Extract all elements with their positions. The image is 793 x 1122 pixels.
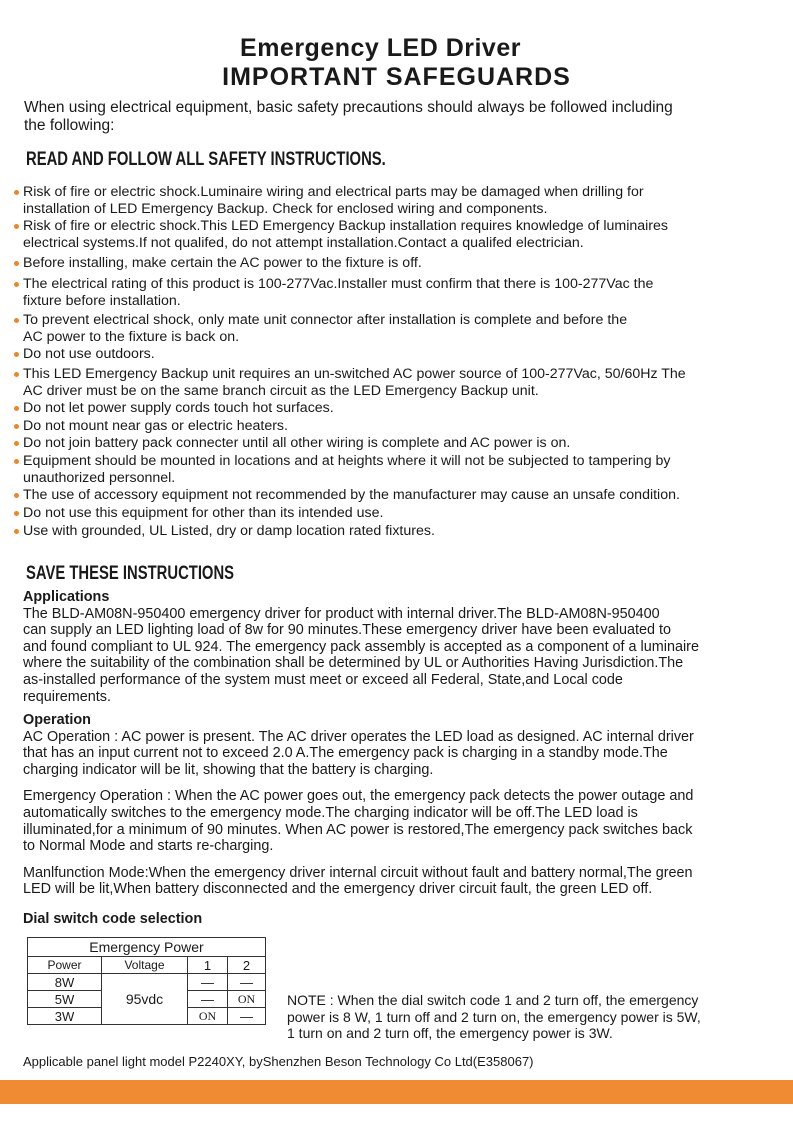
bullet-text: Risk of fire or electric shock.This LED Emergency Backup installation requires knowledge of luminaires electrical systems.If not qualifed, do not attempt installation.Contact a qualifed electrician. — [23, 218, 669, 251]
voltage-cell: 95vdc — [102, 974, 188, 1025]
bullet-text: Before installing, make certain the AC power to the fixture is off. — [23, 255, 422, 272]
bullet-dot-icon — [14, 318, 19, 323]
title-line-1: Emergency LED Driver — [240, 34, 521, 62]
bullet-item — [14, 435, 779, 452]
bullet-text: The electrical rating of this product is 100-277Vac.Installer must confirm that there is 100-277Vac the fixture before installation. — [23, 275, 654, 309]
switch-1-cell: ON — [188, 1008, 228, 1025]
malfunction-mode-text: Manlfunction Mode:When the emergency driver internal circuit without fault and battery normal,The green LED will be lit,When battery disconnected and the emergency driver circuit fault, the green LED off. — [23, 864, 693, 898]
bullet-dot-icon — [14, 511, 19, 516]
bullet-text: Do not let power supply cords touch hot surfaces. — [23, 400, 334, 417]
intro-text: When using electrical equipment, basic safety precautions should always be followed including the following: — [24, 99, 673, 134]
switch-1-cell: — — [188, 974, 228, 991]
switch-2-cell: — — [228, 1008, 266, 1025]
footer-accent-bar — [0, 1080, 793, 1104]
applications-heading: Applications — [23, 589, 110, 605]
applications-text: The BLD-AM08N-950400 emergency driver for product with internal driver.The BLD-AM08N-950400 can supply an LED lighting load of 8w for 90 minutes.These emergency driver have been evaluated to and found compliant to UL 924. The emergency pack assembly is accepted as a component of a luminaire where the suitability of the combination shall be determined by UL or Authorities Having Jurisdiction.The as-installed performance of the system must meet or exceed all Federal, State,and Local code requirements. — [23, 605, 699, 705]
power-cell: 5W — [28, 991, 102, 1008]
applications-section — [23, 589, 773, 705]
dial-switch-table — [27, 937, 266, 1025]
bullet-dot-icon — [14, 352, 19, 357]
bullet-text: Risk of fire or electric shock.Luminaire wiring and electrical parts may be damaged when drilling for installation of LED Emergency Backup. Check for enclosed wiring and components. — [23, 184, 644, 217]
bullet-item — [14, 523, 779, 540]
bullet-text: To prevent electrical shock, only mate unit connector after installation is complete and before the AC power to the fixture is back on. — [23, 312, 628, 345]
bullet-text: Do not use outdoors. — [23, 346, 155, 363]
heading-safety: READ AND FOLLOW ALL SAFETY INSTRUCTIONS. — [26, 149, 386, 170]
bullet-text: This LED Emergency Backup unit requires an un-switched AC power source of 100-277Vac, 50/60Hz The AC driver must be on the same branch circuit as the LED Emergency Backup unit. — [23, 365, 686, 399]
dial-note: NOTE : When the dial switch code 1 and 2 turn off, the emergency power is 8 W, 1 turn off and 2 turn on, the emergency power is 5W, 1 turn on and 2 turn off, the emergency power is 3W. — [287, 992, 701, 1041]
bullet-dot-icon — [14, 493, 19, 498]
table-title: Emergency Power — [28, 938, 266, 957]
col-switch-1-header: 1 — [188, 957, 228, 974]
ac-operation-text: AC Operation : AC power is present. The AC driver operates the LED load as designed. AC internal driver that has an input current not to exceed 2.0 A.The emergency pack is charging in a standby mode.The charging indicator will be lit, showing that the battery is charging. — [23, 728, 694, 778]
bullet-item — [14, 453, 779, 486]
bullet-item — [14, 346, 779, 363]
bullet-item — [14, 312, 779, 345]
col-voltage-header: Voltage — [102, 957, 188, 974]
heading-save: SAVE THESE INSTRUCTIONS — [26, 563, 235, 584]
bullet-text: The use of accessory equipment not recommended by the manufacturer may cause an unsafe condition. — [23, 487, 680, 504]
bullet-text: Do not join battery pack connecter until all other wiring is complete and AC power is on. — [23, 435, 571, 452]
bullet-dot-icon — [14, 406, 19, 411]
bullet-dot-icon — [14, 424, 19, 429]
bullet-dot-icon — [14, 459, 19, 464]
switch-2-cell: ON — [228, 991, 266, 1008]
table-row — [28, 974, 266, 991]
bullet-text: Do not use this equipment for other than its intended use. — [23, 504, 384, 521]
col-power-header: Power — [28, 957, 102, 974]
bullet-dot-icon — [14, 190, 19, 195]
bullet-dot-icon — [14, 529, 19, 534]
bullet-text: Do not mount near gas or electric heaters. — [23, 417, 288, 434]
switch-1-cell: — — [188, 991, 228, 1008]
power-cell: 3W — [28, 1008, 102, 1025]
switch-2-cell: — — [228, 974, 266, 991]
bullet-item — [14, 487, 779, 504]
operation-heading: Operation — [23, 712, 91, 728]
bullet-item — [14, 505, 779, 522]
title-line-2: IMPORTANT SAFEGUARDS — [222, 63, 571, 91]
bullet-dot-icon — [14, 224, 19, 229]
operation-section — [23, 712, 773, 898]
bullet-item — [14, 218, 779, 251]
bullet-dot-icon — [14, 372, 19, 377]
bullet-item — [14, 255, 779, 272]
bullet-item — [14, 184, 779, 217]
emergency-operation-text: Emergency Operation : When the AC power goes out, the emergency pack detects the power outage and automatically switches to the emergency mode.The charging indicator will be off.The LED load is illuminated,for a minimum of 90 minutes. When AC power is restored,The emergency pack switches back to Normal Mode and starts re-charging. — [23, 788, 694, 855]
bullet-item — [14, 418, 779, 435]
bullet-dot-icon — [14, 282, 19, 287]
footer-text: Applicable panel light model P2240XY, byShenzhen Beson Technology Co Ltd(E358067) — [23, 1054, 534, 1069]
bullet-text: Equipment should be mounted in locations and at heights where it will not be subjected to tampering by unauthorized personnel. — [23, 452, 671, 486]
bullet-text: Use with grounded, UL Listed, dry or damp location rated fixtures. — [23, 523, 435, 540]
safety-bullet-list — [14, 184, 779, 540]
dial-heading: Dial switch code selection — [23, 911, 203, 927]
bullet-item — [14, 400, 779, 417]
bullet-item — [14, 366, 779, 399]
bullet-item — [14, 276, 779, 309]
bullet-dot-icon — [14, 261, 19, 266]
bullet-dot-icon — [14, 441, 19, 446]
col-switch-2-header: 2 — [228, 957, 266, 974]
power-cell: 8W — [28, 974, 102, 991]
